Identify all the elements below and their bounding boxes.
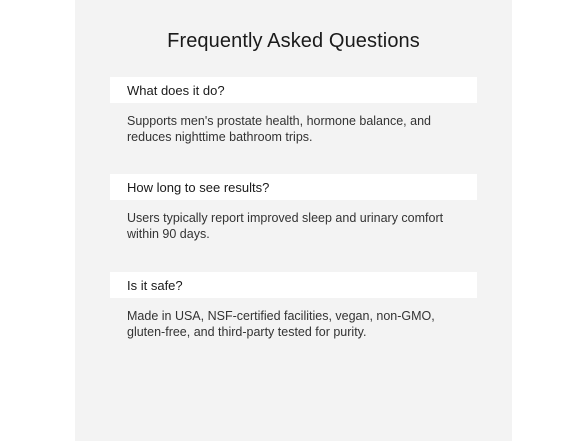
- faq-answer: Supports men's prostate health, hormone balance, and reduces nighttime bathroom trips.: [127, 114, 431, 144]
- faq-question[interactable]: Is it safe?: [110, 272, 477, 298]
- faq-item-what-does-it-do: [110, 77, 477, 145]
- faq-item-how-long-results: [110, 174, 477, 242]
- page-title: Frequently Asked Questions: [167, 30, 420, 52]
- faq-answer: Users typically report improved sleep and urinary comfort within 90 days.: [127, 211, 444, 241]
- faq-item-is-it-safe: [110, 272, 477, 340]
- faq-question[interactable]: How long to see results?: [110, 174, 477, 200]
- faq-question[interactable]: What does it do?: [110, 77, 477, 103]
- faq-answer: Made in USA, NSF-certified facilities, vegan, non-GMO, gluten-free, and third-party tested for purity.: [127, 309, 435, 339]
- faq-panel: [75, 0, 512, 441]
